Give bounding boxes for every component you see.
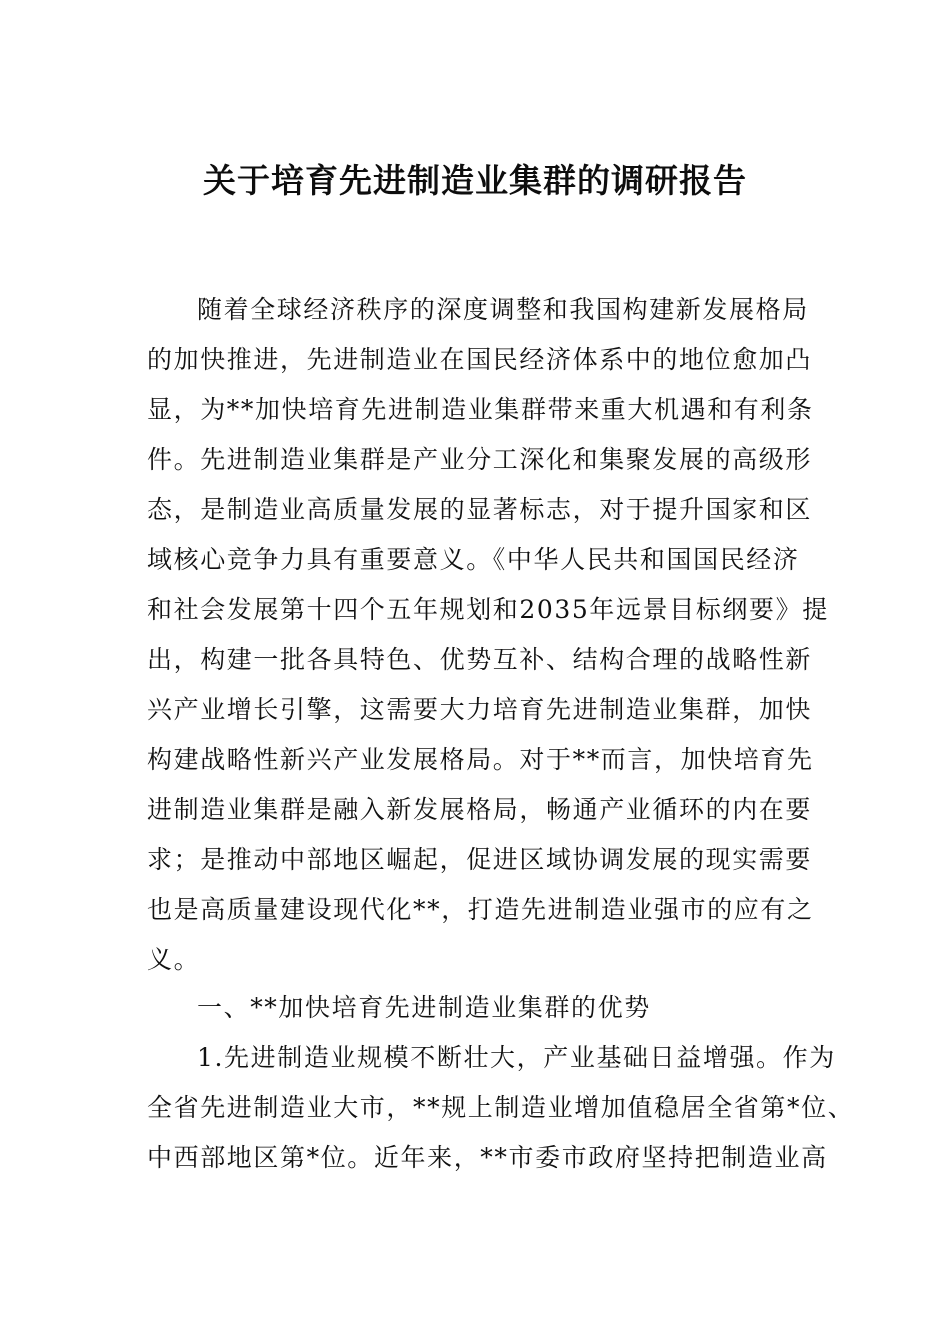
paragraph-line: 进制造业集群是融入新发展格局，畅通产业循环的内在要 <box>147 795 813 824</box>
paragraph-line: 中西部地区第*位。近年来，**市委市政府坚持把制造业高 <box>147 1143 828 1172</box>
document-title: 关于培育先进制造业集群的调研报告 <box>203 161 747 200</box>
paragraph-line: 随着全球经济秩序的深度调整和我国构建新发展格局 <box>197 295 809 324</box>
paragraph-line: 和社会发展第十四个五年规划和2035年远景目标纲要》提 <box>147 595 829 624</box>
paragraph-line: 构建战略性新兴产业发展格局。对于**而言，加快培育先 <box>147 745 814 774</box>
paragraph-line: 也是高质量建设现代化**，打造先进制造业强市的应有之 <box>147 895 814 924</box>
paragraph-line: 1.先进制造业规模不断壮大，产业基础日益增强。作为 <box>197 1043 836 1072</box>
paragraph-line: 域核心竞争力具有重要意义。《中华人民共和国国民经济 <box>147 545 800 574</box>
paragraph-line: 的加快推进，先进制造业在国民经济体系中的地位愈加凸 <box>147 345 813 374</box>
paragraph-line: 全省先进制造业大市，**规上制造业增加值稳居全省第*位、 <box>147 1093 855 1122</box>
paragraph-line: 显，为**加快培育先进制造业集群带来重大机遇和有利条 <box>147 395 814 424</box>
paragraph-line: 求；是推动中部地区崛起，促进区域协调发展的现实需要 <box>147 845 813 874</box>
paragraph-line: 兴产业增长引擎，这需要大力培育先进制造业集群，加快 <box>147 695 813 724</box>
paragraph-line: 件。先进制造业集群是产业分工深化和集聚发展的高级形 <box>147 445 813 474</box>
paragraph-line: 出，构建一批各具特色、优势互补、结构合理的战略性新 <box>147 645 813 674</box>
paragraph-line: 义。 <box>147 945 201 974</box>
section-heading: 一、**加快培育先进制造业集群的优势 <box>197 993 651 1022</box>
paragraph-line: 态，是制造业高质量发展的显著标志，对于提升国家和区 <box>147 495 813 524</box>
